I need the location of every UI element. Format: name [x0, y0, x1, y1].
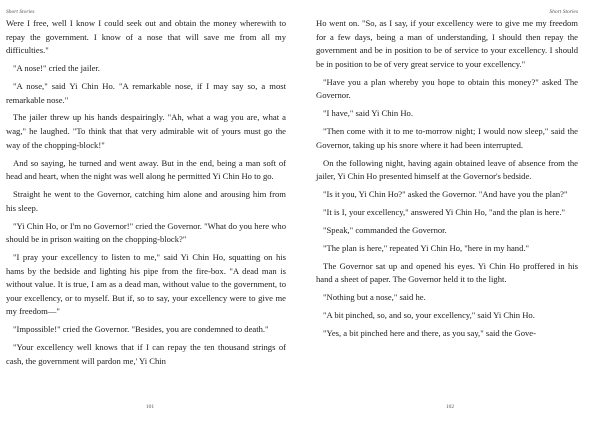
paragraph: "Yi Chin Ho, or I'm no Governor!" cried the Governor. "What do you here who should be in prison waiting on the chopping-block?" [6, 220, 286, 245]
paragraph: "A nose!" cried the jailer. [13, 63, 100, 74]
paragraph: The jailer threw up his hands despairingly. "Ah, what a wag you are, what a wag," he laughed. "To think that that very admirable wit of yours must go the way of the chopping-block!" [6, 112, 286, 150]
paragraph: "Nothing but a nose," said he. [323, 292, 426, 303]
paragraph: "A nose," said Yi Chin Ho. "A remarkable nose, if I may say so, a most remarkable nose." [6, 80, 286, 105]
paragraph: "Then come with it to me to-morrow night; I would now sleep," said the Governor, taking up his snore where it had been interrupted. [316, 126, 578, 150]
paragraph: And so saying, he turned and went away. But in the end, being a man soft of head and heart, when the night was well along he permitted Yi Chin Ho to go. [6, 157, 286, 182]
paragraph: "Is it you, Yi Chin Ho?" asked the Governor. "And have you the plan?" [323, 189, 568, 200]
paragraph: Straight he went to the Governor, catching him alone and arousing him from his sleep. [6, 189, 286, 213]
right-page [300, 0, 600, 424]
right-page-body [316, 17, 578, 340]
paragraph: "Your excellency well knows that if I can repay the ten thousand strings of cash, the government will pardon me,' Yi Chin [6, 342, 286, 366]
paragraph: Ho went on. "So, as I say, if your excellency were to give me my freedom for a few days, being a man of understanding, I should then repay the government and be in position to be of service to your excellency. I should be in position to be of very great service to your excellency." [316, 18, 578, 69]
paragraph: "A bit pinched, so, and so, your excellency," said Yi Chin Ho. [323, 309, 535, 320]
paragraph: On the following night, having again obtained leave of absence from the jailer, Yi Chin Ho presented himself at the Governor's bedside. [316, 157, 578, 182]
right-page-number: 102 [445, 404, 455, 410]
paragraph: "Speak," commanded the Governor. [323, 224, 447, 235]
left-running-head: Short Stories [6, 9, 35, 15]
paragraph: "I pray your excellency to listen to me," said Yi Chin Ho, squatting on his hams by the bedside and lighting his pipe from the fire-box. "A dead man is without value. It is true, I am as a dead man, without value to the government, to your excellency, or to myself. But if, so to say, your excellency were to give me my freedom—" [6, 251, 286, 317]
paragraph: "Yes, a bit pinched here and there, as you say," said the Gove- [323, 327, 536, 338]
paragraph: "The plan is here," repeated Yi Chin Ho, "here in my hand." [323, 242, 530, 253]
paragraph: "Have you a plan whereby you hope to obtain this money?" asked The Governor. [316, 76, 578, 101]
right-running-head: Short Stories [549, 9, 578, 15]
left-page-number: 101 [145, 404, 155, 410]
paragraph: Were I free, well I know I could seek out and obtain the money wherewith to repay the government. I know of a nose that will save me from all my difficulties." [6, 18, 286, 56]
paragraph: "I have," said Yi Chin Ho. [323, 108, 413, 119]
paragraph: The Governor sat up and opened his eyes. Yi Chin Ho proffered in his hand a sheet of paper. The Governor held it to the light. [316, 260, 578, 285]
paragraph: "Impossible!" cried the Governor. "Besides, you are condemned to death." [13, 324, 269, 335]
paragraph: "It is I, your excellency," answered Yi Chin Ho, "and the plan is here." [323, 206, 566, 217]
left-page-body [6, 17, 286, 368]
